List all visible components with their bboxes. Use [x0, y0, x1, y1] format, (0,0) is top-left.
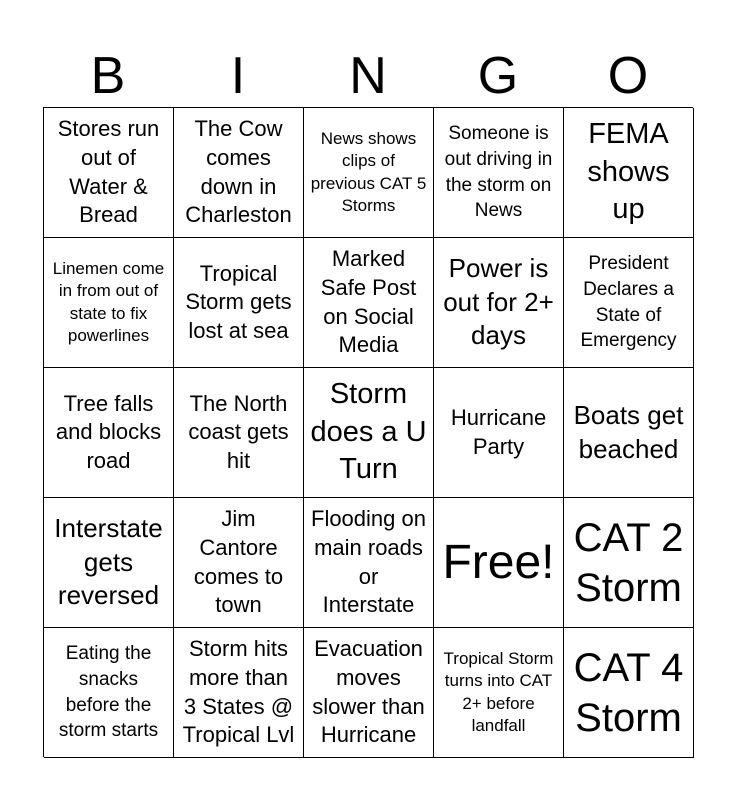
bingo-cell[interactable]: Storm hits more than 3 States @ Tropical Lvl — [174, 628, 304, 758]
bingo-cell[interactable]: Jim Cantore comes to town — [174, 498, 304, 628]
bingo-cell[interactable]: Boats get beached — [564, 368, 694, 498]
bingo-cell[interactable]: CAT 2 Storm — [564, 498, 694, 628]
bingo-cell[interactable]: Storm does a U Turn — [304, 368, 434, 498]
bingo-cell[interactable]: Tropical Storm turns into CAT 2+ before landfall — [434, 628, 564, 758]
bingo-cell[interactable]: Linemen come in from out of state to fix powerlines — [44, 238, 174, 368]
bingo-cell[interactable]: Eating the snacks before the storm starts — [44, 628, 174, 758]
header-letter-b: B — [90, 47, 126, 105]
header-letter-i: I — [230, 47, 246, 105]
bingo-cell[interactable]: Tropical Storm gets lost at sea — [174, 238, 304, 368]
bingo-cell[interactable]: The North coast gets hit — [174, 368, 304, 498]
bingo-cell[interactable]: Tree falls and blocks road — [44, 368, 174, 498]
bingo-cell[interactable]: The Cow comes down in Charleston — [174, 108, 304, 238]
bingo-cell[interactable]: Marked Safe Post on Social Media — [304, 238, 434, 368]
bingo-cell[interactable]: Stores run out of Water & Bread — [44, 108, 174, 238]
bingo-cell[interactable]: Someone is out driving in the storm on News — [434, 108, 564, 238]
header-letter-g: G — [477, 47, 519, 105]
bingo-cell[interactable]: Interstate gets reversed — [44, 498, 174, 628]
bingo-cell[interactable]: CAT 4 Storm — [564, 628, 694, 758]
bingo-cell[interactable]: Evacuation moves slower than Hurricane — [304, 628, 434, 758]
bingo-header — [43, 44, 693, 108]
free-space-cell[interactable]: Free! — [434, 498, 564, 628]
bingo-cell[interactable]: President Declares a State of Emergency — [564, 238, 694, 368]
bingo-cell[interactable]: Power is out for 2+ days — [434, 238, 564, 368]
bingo-cell[interactable]: FEMA shows up — [564, 108, 694, 238]
bingo-cell[interactable]: Flooding on main roads or Interstate — [304, 498, 434, 628]
bingo-cell[interactable]: News shows clips of previous CAT 5 Storms — [304, 108, 434, 238]
header-letter-n: N — [349, 47, 387, 105]
header-letter-o: O — [607, 47, 649, 105]
bingo-board — [43, 107, 693, 757]
bingo-cell[interactable]: Hurricane Party — [434, 368, 564, 498]
